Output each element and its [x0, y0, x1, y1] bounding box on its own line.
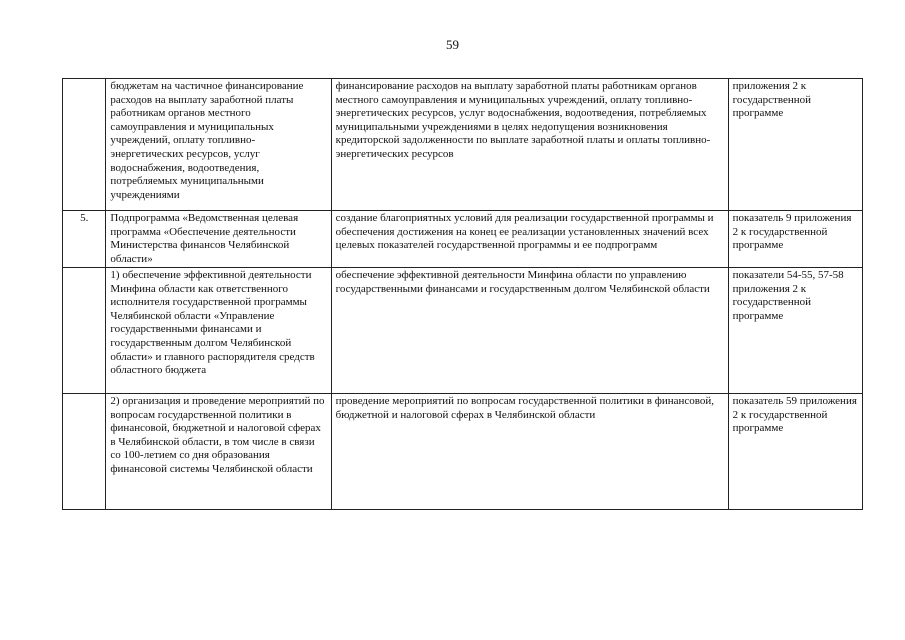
expected-result-cell: обеспечение эффективной деятельности Минфина области по управлению государственными финансами и государственным долгом Челябинской области: [331, 268, 728, 394]
row-number-cell: [63, 268, 106, 394]
activity-name-cell: 1) обеспечение эффективной деятельности Минфина области как ответственного исполнителя государственной программы Челябинской области «Управление государственными финансами и государственным долгом Челябинской области» и главного распорядителя средств областного бюджета: [106, 268, 331, 394]
indicator-cell: показатели 54-55, 57-58 приложения 2 к государственной программе: [728, 268, 862, 394]
row-number-cell: [63, 394, 106, 510]
row-number-cell: [63, 79, 106, 211]
table-row: [63, 79, 863, 211]
expected-result-cell: проведение мероприятий по вопросам государственной политики в финансовой, бюджетной и налоговой сферах в Челябинской области: [331, 394, 728, 510]
page-number: 59: [446, 37, 459, 52]
activity-name-cell: 2) организация и проведение мероприятий по вопросам государственной политики в финансовой, бюджетной и налоговой сферах в Челябинской области, в том числе в связи со 100-летием со дня образования финансовой системы Челябинской области: [106, 394, 331, 510]
table-row: [63, 268, 863, 394]
indicator-cell: показатель 9 приложения 2 к государственной программе: [728, 211, 862, 268]
indicator-cell: показатель 59 приложения 2 к государственной программе: [728, 394, 862, 510]
indicator-cell: приложения 2 к государственной программе: [728, 79, 862, 211]
expected-result-cell: финансирование расходов на выплату заработной платы работникам органов местного самоуправления и муниципальных учреждений, оплату топливно-энергетических ресурсов, услуг водоснабжения, водоотведения, потребляемых муниципальными учреждениями в целях недопущения возникновения кредиторской задолженности по выплате заработной платы и оплаты топливно-энергетических ресурсов: [331, 79, 728, 211]
expected-result-cell: создание благоприятных условий для реализации государственной программы и обеспечения достижения на конец ее реализации установленных значений всех целевых показателей государственной программы и ее подпрограмм: [331, 211, 728, 268]
activity-name-cell: Подпрограмма «Ведомственная целевая программа «Обеспечение деятельности Министерства финансов Челябинской области»: [106, 211, 331, 268]
activity-name-cell: бюджетам на частичное финансирование расходов на выплату заработной платы работникам органов местного самоуправления и муниципальных учреждений, оплату топливно-энергетических ресурсов, услуг водоснабжения, водоотведения, потребляемых муниципальными учреждениями: [106, 79, 331, 211]
program-table: [62, 78, 863, 510]
table-row: [63, 394, 863, 510]
row-number-cell: 5.: [63, 211, 106, 268]
table-row: [63, 211, 863, 268]
